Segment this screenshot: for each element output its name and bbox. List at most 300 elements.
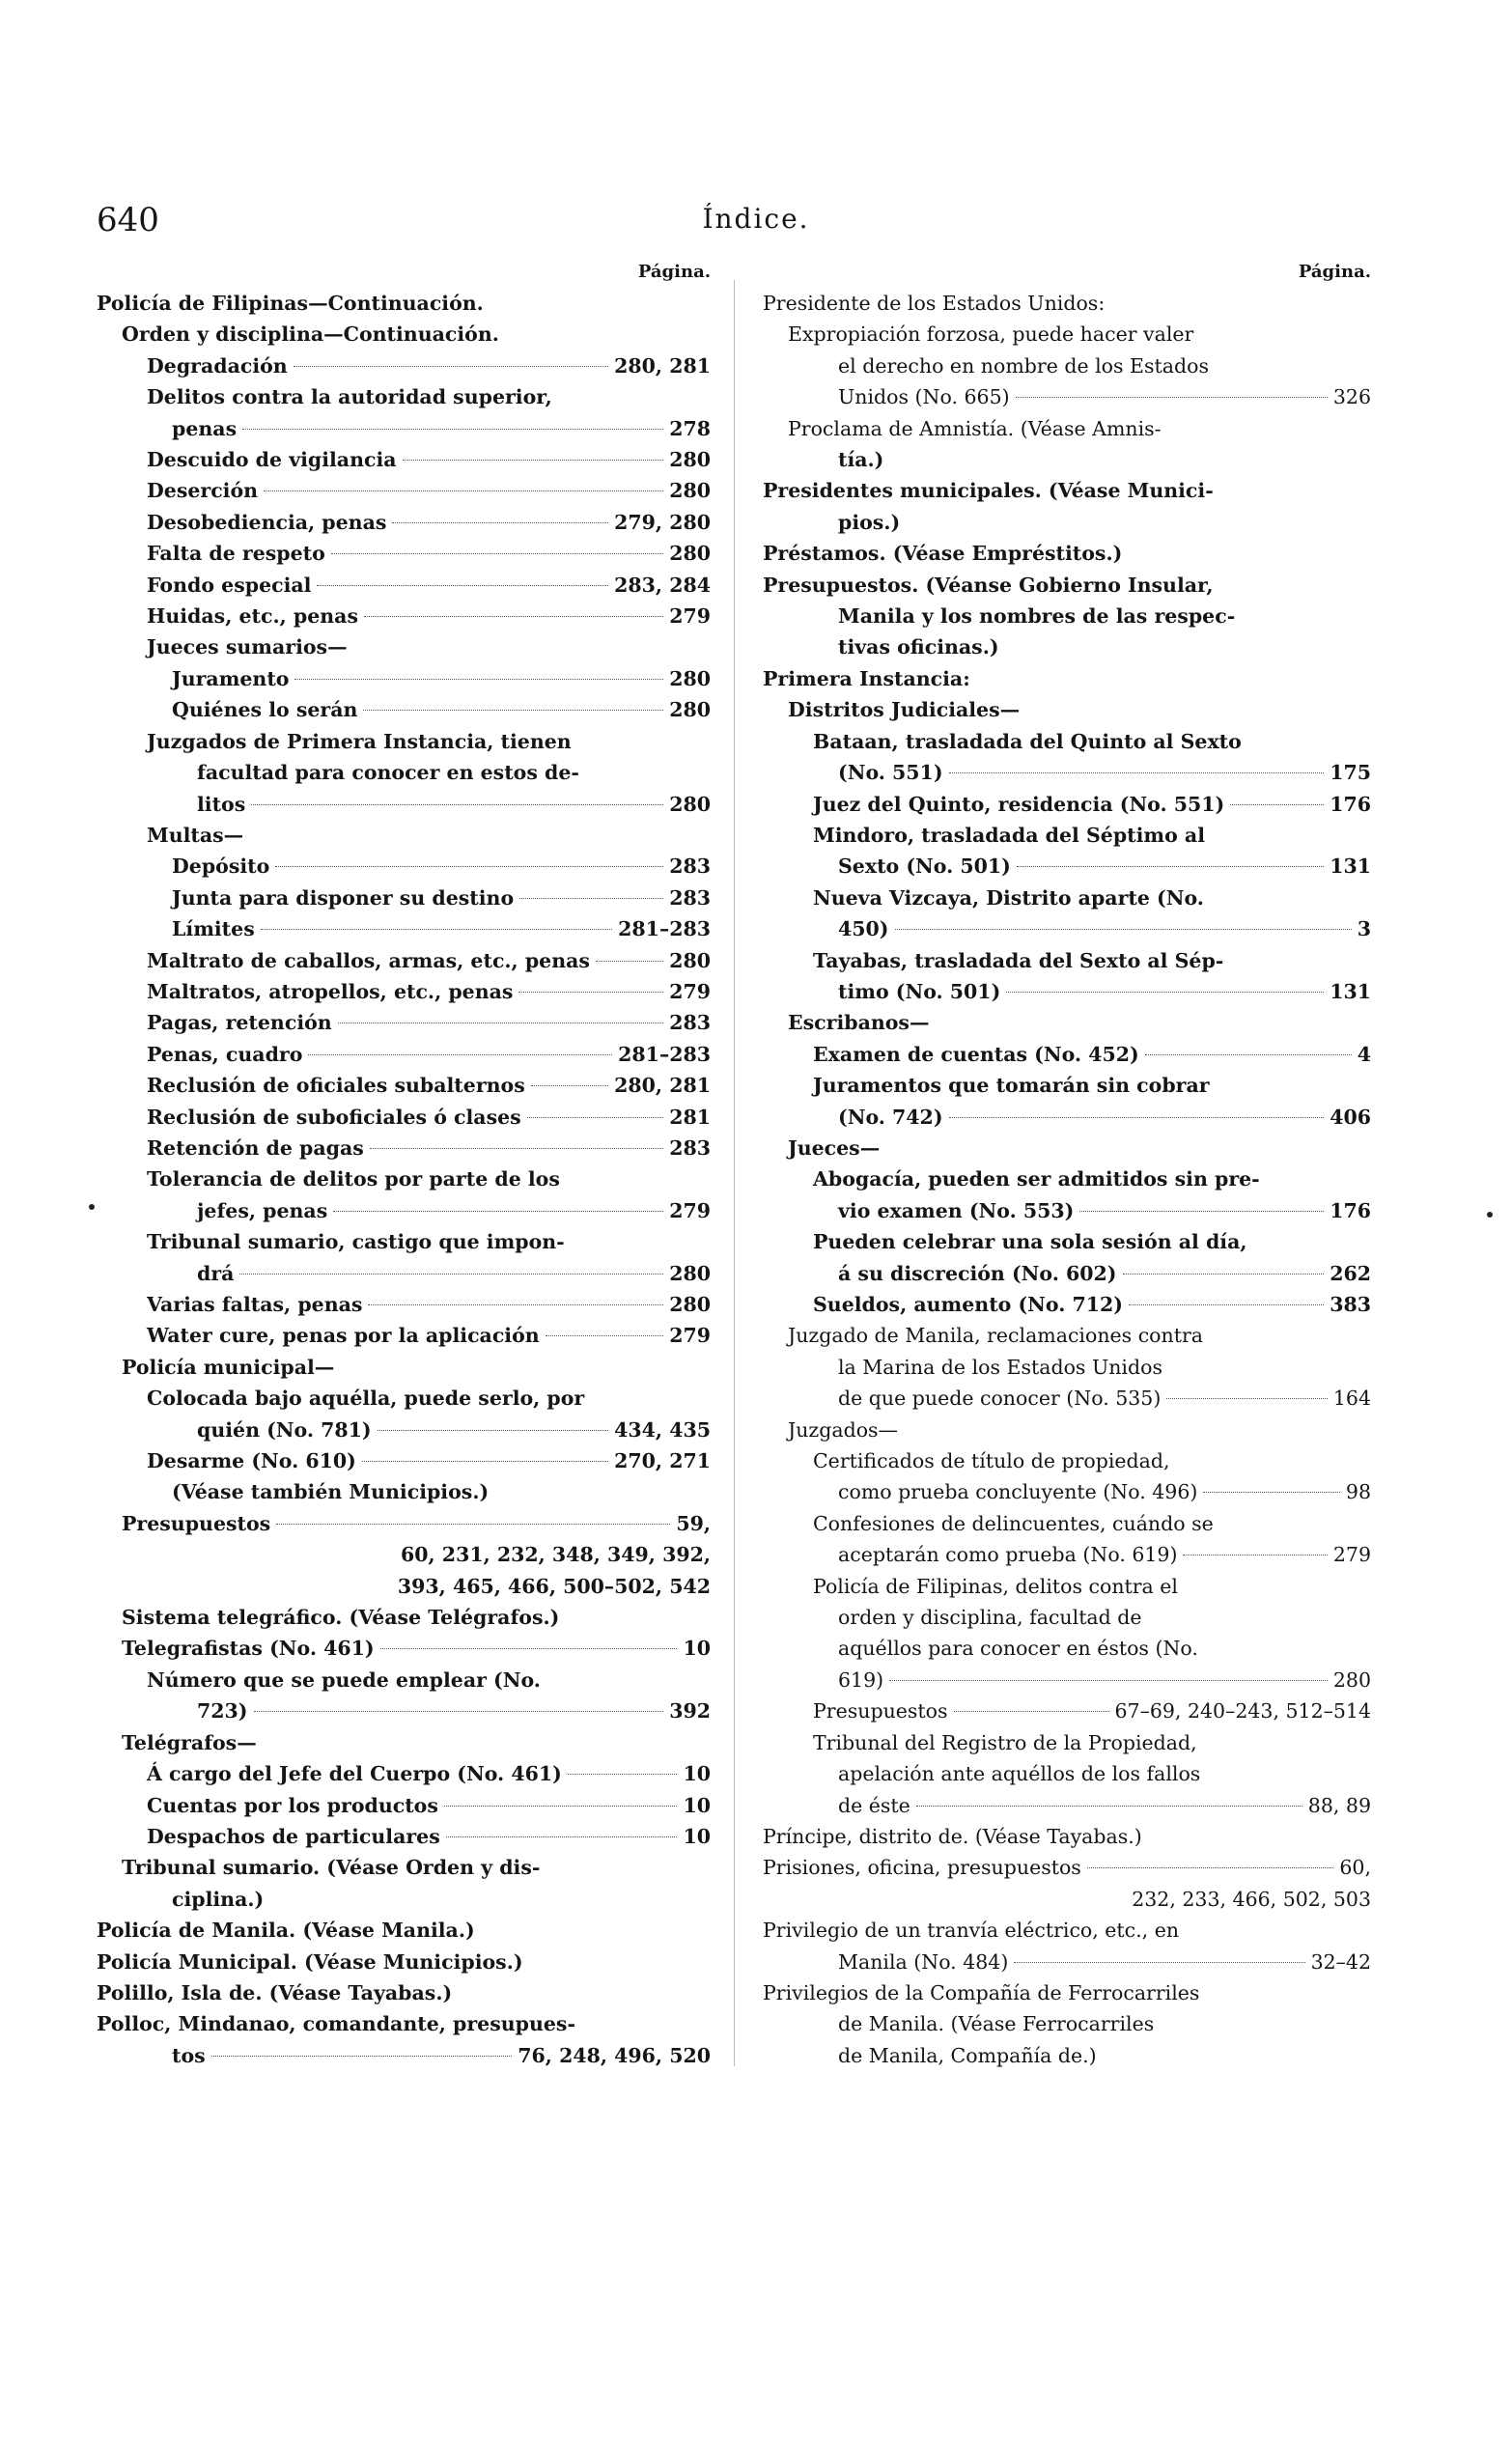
entry-text: Juzgado de Manila, reclamaciones contra [788,1324,1203,1348]
dot-leader [527,1117,663,1118]
entry-page-ref: 10 [683,1637,711,1661]
entry-text: Polloc, Mindanao, comandante, presupues- [97,2012,575,2036]
entry-page-ref: 326 [1332,385,1371,409]
entry-text: Sueldos, aumento (No. 712) [813,1293,1123,1316]
entry-text: Orden y disciplina—Continuación. [122,322,499,347]
entry-text: Juzgados de Primera Instancia, tienen [147,729,572,753]
index-entry [763,1383,1371,1414]
index-entry [97,1320,711,1351]
index-entry [763,1758,1371,1789]
entry-text: Retención de pagas [147,1135,364,1160]
index-entry [97,2040,711,2071]
index-entry [97,1039,711,1070]
entry-text: Presidentes municipales. (Véase Munici- [763,479,1214,503]
entry-text: Cuentas por los productos [147,1793,438,1817]
index-entry [763,2008,1371,2039]
entry-text: ciplina.) [172,1887,265,1911]
index-entry [763,694,1371,725]
entry-text: Tribunal sumario, castigo que impon- [147,1230,565,1254]
entry-text: Delitos contra la autoridad superior, [147,385,552,409]
dot-leader [1006,992,1324,993]
dot-leader [446,1836,678,1837]
entry-text: Presidente de los Estados Unidos: [763,292,1106,315]
entry-page-ref: 10 [683,1824,711,1848]
entry-text: drá [197,1261,235,1285]
left-column [97,261,711,2071]
index-entry [97,288,711,319]
entry-text: Falta de respeto [147,542,325,566]
entry-page-ref: 270, 271 [614,1449,711,1473]
entry-text: Juez del Quinto, residencia (No. 551) [813,792,1225,816]
dot-leader [362,1461,608,1462]
entry-page-ref: 262 [1330,1261,1371,1285]
index-entry [763,381,1371,412]
entry-page-ref: 280 [669,1293,711,1316]
index-entry [97,1352,711,1383]
entry-page-ref: 283 [669,855,711,879]
index-entry [97,413,711,444]
index-entry [763,789,1371,820]
entry-text: jefes, penas [197,1198,328,1222]
entry-page-ref: 281–283 [618,917,711,941]
entry-page-ref: 392 [669,1699,711,1723]
entry-text: Jueces sumarios— [147,635,348,659]
entry-text: Policía municipal— [122,1355,335,1379]
index-entry [763,1445,1371,1476]
index-entry [97,1821,711,1852]
index-entry [763,757,1371,788]
dot-leader [949,772,1325,773]
entry-page-ref: 393, 465, 466, 500–502, 542 [397,1574,711,1598]
entry-text: Préstamos. (Véase Empréstitos.) [763,542,1123,566]
entry-text: Manila y los nombres de las respec- [838,604,1236,629]
index-entry [97,1258,711,1289]
entry-text: Bataan, trasladada del Quinto al Sexto [813,729,1242,753]
entry-text: Maltrato de caballos, armas, etc., penas [147,948,590,972]
index-entry [97,631,711,662]
index-entry [97,913,711,944]
entry-page-ref: 232, 233, 466, 502, 503 [1132,1887,1371,1911]
entry-text: tía.) [838,448,884,472]
index-entry [97,1476,711,1507]
entry-text: aceptarán como prueba (No. 619) [838,1543,1178,1567]
entry-text: Depósito [172,855,270,879]
index-entry [763,1790,1371,1821]
entry-text: Distritos Judiciales— [788,698,1021,722]
index-entry [763,538,1371,569]
index-entry [97,1727,711,1758]
index-entry [763,1102,1371,1133]
index-entry [763,1039,1371,1070]
entry-text: Telégrafos— [122,1730,257,1754]
entry-text: Á cargo del Jefe del Cuerpo (No. 461) [147,1762,562,1786]
entry-text: aquéllos para conocer en éstos (No. [838,1637,1198,1661]
entry-page-ref: 60, [1339,1856,1371,1880]
entry-text: Descuido de vigilancia [147,448,397,472]
index-entry [763,1320,1371,1351]
entry-page-ref: 280, 281 [614,353,711,378]
entry-text: Varias faltas, penas [147,1293,363,1316]
entry-text: Primera Instancia: [763,666,970,690]
entry-page-ref: 280 [669,479,711,503]
entry-text: Telegrafistas (No. 461) [122,1637,375,1661]
index-entry [97,1633,711,1664]
index-entry [763,444,1371,475]
index-entry [763,475,1371,506]
entry-text: litos [197,792,246,816]
entry-text: Colocada bajo aquélla, puede serlo, por [147,1387,585,1411]
entry-page-ref: 279 [669,604,711,629]
entry-text: Water cure, penas por la aplicación [147,1324,540,1348]
index-entry [97,1915,711,1946]
entry-text: Polillo, Isla de. (Véase Tayabas.) [97,1980,453,2004]
dot-leader [1145,1054,1352,1055]
entry-text: Deserción [147,479,259,503]
entry-page-ref: 280 [669,1261,711,1285]
entry-text: Jueces— [788,1135,881,1160]
entry-text: Príncipe, distrito de. (Véase Tayabas.) [763,1824,1142,1848]
entry-text: Presupuestos. (Véanse Gobierno Insular, [763,573,1214,597]
entry-text: de que puede conocer (No. 535) [838,1387,1162,1411]
entry-text: timo (No. 501) [838,979,1001,1003]
entry-text: Junta para disponer su destino [172,885,515,910]
index-entry [97,1977,711,2008]
dot-leader [949,1117,1325,1118]
entry-page-ref: 3 [1357,917,1371,941]
dot-leader [518,992,663,993]
entry-text: Abogacía, pueden ser admitidos sin pre- [813,1167,1260,1191]
entry-page-ref: 60, 231, 232, 348, 349, 392, [401,1543,711,1567]
dot-leader [954,1711,1109,1712]
dot-leader [596,961,663,962]
dot-leader [1079,1211,1324,1212]
index-entry [763,1289,1371,1320]
entry-page-ref: 406 [1330,1105,1371,1129]
index-entry [763,1258,1371,1289]
entry-page-ref: 59, [676,1511,711,1535]
entry-page-ref: 280 [669,948,711,972]
entry-page-ref: 280, 281 [614,1074,711,1098]
entry-text: Privilegio de un tranvía eléctrico, etc., en [763,1919,1180,1943]
index-entry [763,1884,1371,1915]
index-entry [763,1665,1371,1695]
entry-text: Presupuestos [813,1699,948,1723]
index-entry [763,1571,1371,1602]
index-entry [763,1852,1371,1883]
index-entry [763,663,1371,694]
index-entry [763,1195,1371,1226]
dot-leader [1166,1398,1328,1399]
index-entry [763,1727,1371,1758]
entry-text: Quiénes lo serán [172,698,358,722]
dot-leader [519,898,663,899]
index-entry [97,1508,711,1539]
entry-text: Desobediencia, penas [147,510,387,534]
entry-page-ref: 279, 280 [614,510,711,534]
entry-page-ref: 131 [1330,855,1371,879]
dot-leader [275,866,663,867]
entry-text: pios.) [838,510,901,534]
right-entries [763,288,1371,2071]
entry-text: Multas— [147,823,244,847]
dot-leader [317,585,608,586]
entry-text: orden y disciplina, facultad de [838,1606,1142,1630]
dot-leader [264,490,663,491]
dot-leader [1087,1867,1334,1868]
entry-page-ref: 283, 284 [614,573,711,597]
dot-leader [308,1054,612,1055]
dot-leader [1017,866,1324,867]
entry-text: apelación ante aquéllos de los fallos [838,1762,1201,1786]
entry-page-ref: 280 [669,542,711,566]
entry-text: Pueden celebrar una sola sesión al día, [813,1230,1247,1254]
index-entry [97,350,711,381]
index-entry [97,507,711,538]
entry-text: Juzgados— [788,1417,899,1442]
entry-text: Sistema telegráfico. (Véase Telégrafos.) [122,1606,560,1630]
index-entry [97,1665,711,1695]
index-entry [97,883,711,913]
entry-text: Sexto (No. 501) [838,855,1011,879]
entry-text: Reclusión de oficiales subalternos [147,1074,525,1098]
entry-text: como prueba concluyente (No. 496) [838,1480,1198,1504]
entry-page-ref: 98 [1345,1480,1371,1504]
entry-text: Policía de Filipinas—Continuación. [97,292,484,315]
entry-text: Tribunal sumario. (Véase Orden y dis- [122,1856,541,1880]
print-speck [1487,1212,1493,1218]
index-entry [97,381,711,412]
page-number: 640 [97,201,159,239]
entry-text: penas [172,416,238,440]
index-entry [97,1289,711,1320]
dot-leader [261,929,612,930]
entry-page-ref: 278 [669,416,711,440]
entry-page-ref: 280 [669,666,711,690]
index-entry [763,1947,1371,1977]
entry-text: Límites [172,917,255,941]
dot-leader [568,1774,678,1775]
index-entry [97,1884,711,1915]
dot-leader [254,1711,664,1712]
index-entry [763,350,1371,381]
right-column [763,261,1371,2071]
index-entry [97,1070,711,1101]
index-entry [763,1821,1371,1852]
entry-page-ref: 283 [669,1135,711,1160]
index-entry [97,1163,711,1194]
index-entry [97,757,711,788]
entry-text: Fondo especial [147,573,312,597]
entry-page-ref: 10 [683,1762,711,1786]
index-entry [97,1383,711,1414]
dot-leader [916,1806,1302,1807]
dot-leader [276,1524,670,1525]
entry-text: Número que se puede emplear (No. [147,1667,541,1692]
entry-text: Policía de Filipinas, delitos contra el [813,1574,1178,1598]
entry-text: Reclusión de suboficiales ó clases [147,1105,521,1129]
index-entry [97,1133,711,1163]
dot-leader [211,2056,513,2057]
entry-page-ref: 176 [1330,792,1371,816]
entry-text: de Manila, Compañía de.) [838,2043,1097,2067]
entry-page-ref: 32–42 [1310,1949,1371,1974]
left-column-header: Página. [637,262,711,282]
dot-leader [380,1648,678,1649]
dot-leader [392,522,608,523]
entry-page-ref: 131 [1330,979,1371,1003]
index-entry [97,1571,711,1602]
dot-leader [895,929,1352,930]
entry-page-ref: 280 [669,698,711,722]
column-divider [734,280,735,2066]
dot-leader [294,679,663,680]
dot-leader [1230,804,1324,805]
index-entry [97,570,711,601]
index-entry [763,1539,1371,1570]
index-entry [763,631,1371,662]
entry-page-ref: 283 [669,1011,711,1035]
index-entry [97,694,711,725]
index-entry [97,1539,711,1570]
index-entry [763,1133,1371,1163]
dot-leader [333,1211,663,1212]
index-entry [97,475,711,506]
index-entry [763,570,1371,601]
entry-text: la Marina de los Estados Unidos [838,1355,1162,1379]
dot-leader [403,460,664,461]
index-entry [97,2008,711,2039]
index-entry [763,1352,1371,1383]
entry-text: Prisiones, oficina, presupuestos [763,1856,1081,1880]
dot-leader [331,553,663,554]
entry-page-ref: 279 [1332,1543,1371,1567]
dot-leader [546,1335,664,1336]
index-entry [97,1852,711,1883]
index-entry [763,1007,1371,1038]
entry-text: quién (No. 781) [197,1417,372,1442]
index-entry [763,1415,1371,1445]
index-entry [97,663,711,694]
entry-page-ref: 281 [669,1105,711,1129]
entry-page-ref: 383 [1330,1293,1371,1316]
entry-text: Privilegios de la Compañía de Ferrocarriles [763,1980,1200,2004]
dot-leader [363,710,663,711]
index-entry [763,1695,1371,1726]
dot-leader [889,1680,1328,1681]
left-entries [97,288,711,2071]
entry-text: Tolerancia de delitos por parte de los [147,1167,560,1191]
entry-text: Huidas, etc., penas [147,604,359,629]
index-entry [763,913,1371,944]
index-entry [763,945,1371,976]
index-entry [97,789,711,820]
entry-page-ref: 279 [669,1324,711,1348]
entry-text: Mindoro, trasladada del Séptimo al [813,823,1205,847]
running-head: Índice. [702,203,810,235]
entry-page-ref: 434, 435 [614,1417,711,1442]
index-entry [97,538,711,569]
entry-text: facultad para conocer en estos de- [197,761,579,785]
dot-leader [294,366,608,367]
index-entry [763,413,1371,444]
entry-text: de Manila. (Véase Ferrocarriles [838,2012,1155,2036]
index-entry [97,1947,711,1977]
entry-text: Presupuestos [122,1511,271,1535]
entry-page-ref: 283 [669,885,711,910]
entry-text: el derecho en nombre de los Estados [838,353,1209,378]
dot-leader [242,429,663,430]
index-entry [97,444,711,475]
entry-page-ref: 4 [1357,1042,1371,1066]
entry-page-ref: 67–69, 240–243, 512–514 [1114,1699,1371,1723]
entry-text: Tayabas, trasladada del Sexto al Sép- [813,948,1224,972]
entry-text: Policía Municipal. (Véase Municipios.) [97,1949,523,1974]
index-entry [763,1915,1371,1946]
dot-leader [1014,1962,1304,1963]
entry-text: 619) [838,1667,884,1692]
index-entry [763,820,1371,851]
entry-page-ref: 76, 248, 496, 520 [518,2043,711,2067]
index-entry [97,1415,711,1445]
index-entry [97,976,711,1007]
index-entry [763,288,1371,319]
index-entry [763,1508,1371,1539]
dot-leader [251,804,663,805]
entry-page-ref: 280 [669,448,711,472]
index-entry [763,851,1371,882]
entry-page-ref: 280 [669,792,711,816]
index-entry [763,1977,1371,2008]
dot-leader [378,1430,609,1431]
entry-page-ref: 279 [669,979,711,1003]
entry-text: (No. 742) [838,1105,943,1129]
index-entry [97,601,711,631]
dot-leader [1123,1274,1325,1275]
index-entry [763,726,1371,757]
index-entry [97,851,711,882]
dot-leader [1016,397,1328,398]
index-entry [97,319,711,350]
entry-text: Unidos (No. 665) [838,385,1010,409]
index-entry [763,1070,1371,1101]
index-entry [97,1007,711,1038]
entry-page-ref: 176 [1330,1198,1371,1222]
index-entry [97,1445,711,1476]
index-entry [763,507,1371,538]
entry-text: Manila (No. 484) [838,1949,1009,1974]
entry-text: tivas oficinas.) [838,635,999,659]
entry-text: Policía de Manila. (Véase Manila.) [97,1919,475,1943]
entry-text: Escribanos— [788,1011,930,1035]
index-entry [97,1195,711,1226]
index-entry [763,1476,1371,1507]
index-entry [763,1633,1371,1664]
index-entry [763,883,1371,913]
entry-page-ref: 164 [1332,1387,1371,1411]
dot-leader [444,1806,678,1807]
entry-text: Maltratos, atropellos, etc., penas [147,979,514,1003]
index-entry [97,726,711,757]
dot-leader [531,1085,608,1086]
entry-page-ref: 175 [1330,761,1371,785]
entry-text: de éste [838,1793,910,1817]
index-entry [97,820,711,851]
index-entry [763,601,1371,631]
entry-text: Expropiación forzosa, puede hacer valer [788,322,1194,347]
dot-leader [1129,1304,1324,1305]
index-entry [97,1226,711,1257]
index-entry [763,2040,1371,2071]
